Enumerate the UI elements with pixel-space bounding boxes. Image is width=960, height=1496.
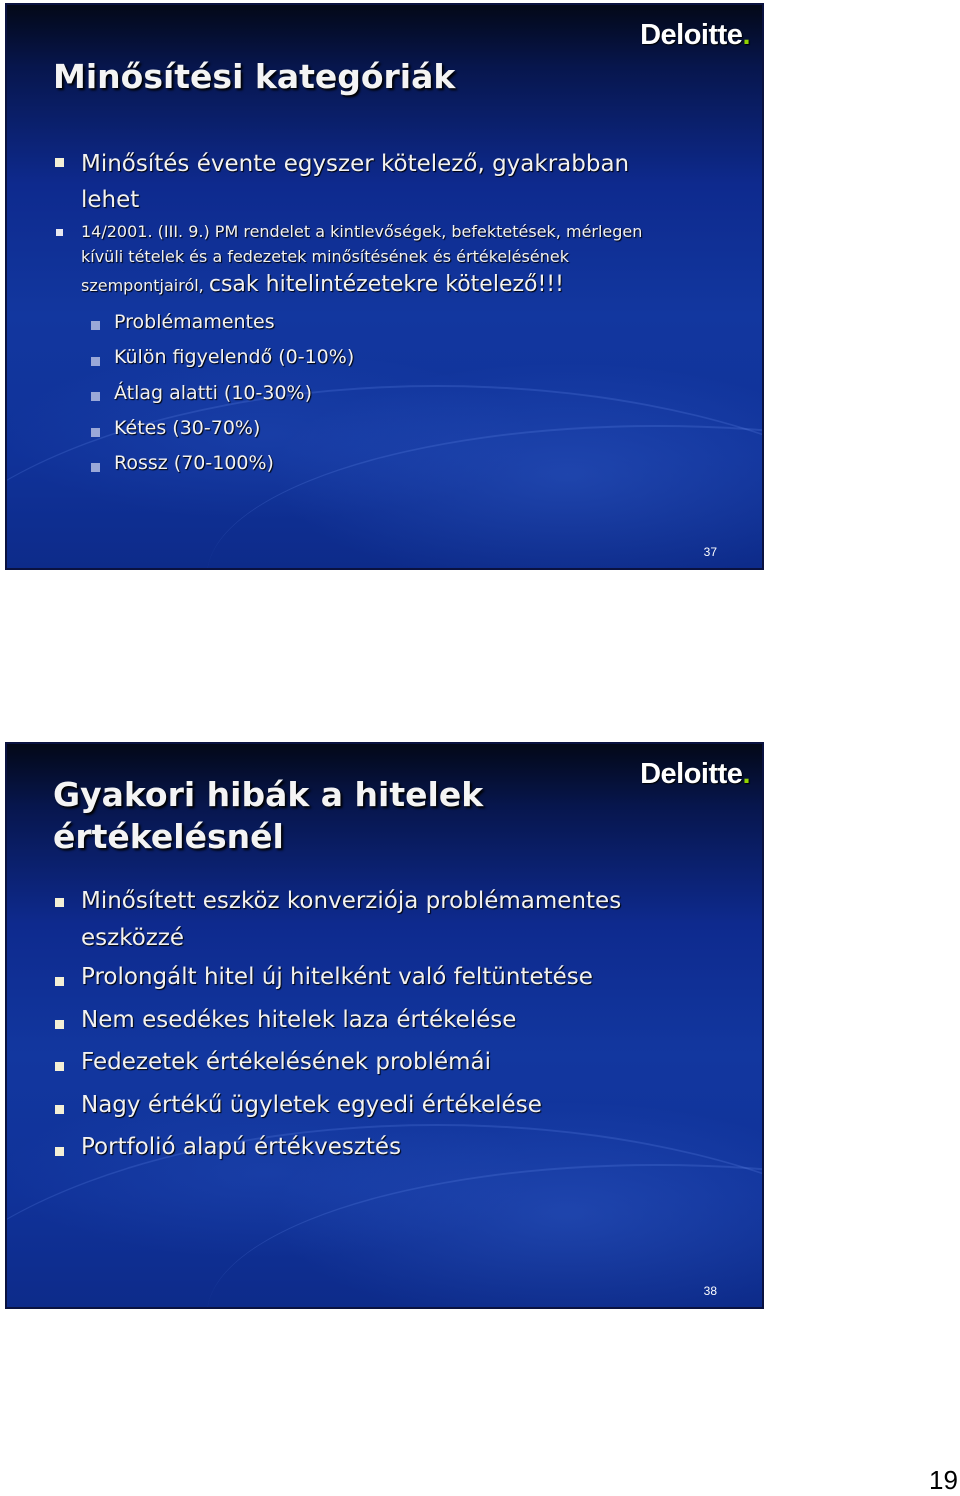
bullet-text: Fedezetek értékelésének problémái — [81, 1049, 492, 1075]
sub-bullet-text: Rossz (70-100%) — [114, 452, 274, 474]
slide-page-number: 38 — [703, 1284, 717, 1298]
bullet-square-icon — [55, 1062, 64, 1071]
sub-bullet-text: Problémamentes — [114, 311, 275, 333]
bullet-text: Nagy értékű ügyletek egyedi értékelése — [81, 1092, 542, 1118]
bullet-text: Nem esedékes hitelek laza értékelése — [81, 1007, 517, 1033]
bullet-text: Prolongált hitel új hitelként való feltüntetése — [81, 964, 593, 990]
bullet-square-icon — [55, 1147, 64, 1156]
slide-37 — [5, 3, 764, 570]
sub-bullet-icon — [91, 357, 100, 366]
sub-bullet-icon — [91, 428, 100, 437]
bullet-square-icon — [56, 229, 63, 236]
sub-bullet-icon — [91, 392, 100, 401]
slide-page-number: 37 — [703, 545, 717, 559]
bullet-text: Portfolió alapú értékvesztés — [81, 1134, 402, 1160]
slide-38 — [5, 742, 764, 1309]
bullet-square-icon — [55, 898, 64, 907]
bullet-square-icon — [55, 1105, 64, 1114]
bullet-text: Minősítés évente egyszer kötelező, gyakrabban lehet — [81, 151, 630, 213]
bullet-square-icon — [55, 977, 64, 986]
bullet-square-icon — [55, 1020, 64, 1029]
deloitte-logo: Deloitte. — [640, 19, 750, 51]
document-page-number: 19 — [929, 1465, 958, 1495]
sub-bullet-text: Átlag alatti (10-30%) — [114, 382, 313, 404]
slide-title: Gyakori hibák a hitelek értékelésnél — [53, 775, 484, 856]
sub-bullet-icon — [91, 321, 100, 330]
bullet-text: Minősített eszköz konverziója problémamentes eszközzé — [81, 888, 622, 951]
sub-bullet-icon — [91, 463, 100, 472]
slide-title: Minősítési kategóriák — [53, 57, 456, 96]
deloitte-logo: Deloitte. — [640, 758, 750, 790]
sub-bullet-text: Külön figyelendő (0-10%) — [114, 346, 355, 368]
bullet-square-icon — [55, 158, 64, 167]
bullet-text: 14/2001. (III. 9.) PM rendelet a kintlevőségek, befektetések, mérlegen kívüli tételek és a fedezetek minősítésének és értékelésének szempontjairól, csak hitelintézetekre kötelező!!! — [81, 222, 643, 297]
sub-bullet-text: Kétes (30-70%) — [114, 417, 261, 439]
